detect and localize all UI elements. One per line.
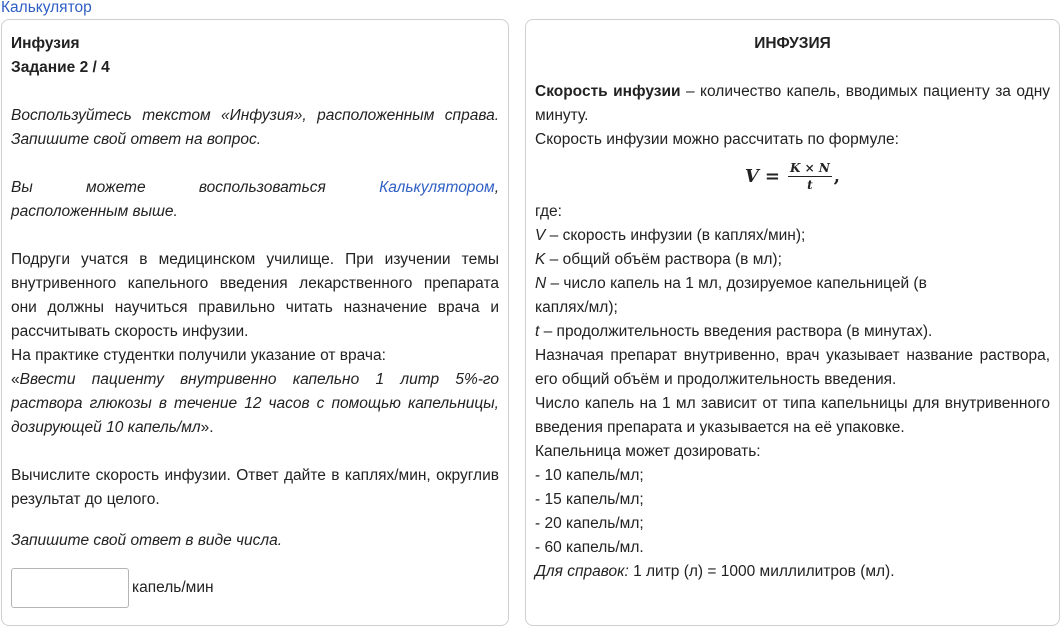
variable-t: t – продолжительность введения раствора (в минутах). (535, 323, 933, 340)
variable-v: V – скорость инфузии (в каплях/мин); (535, 227, 806, 244)
calculator-inline-link[interactable]: Калькулятором (379, 179, 495, 196)
where-label: где: (535, 203, 562, 220)
calculator-hint-continued: расположенным выше. (11, 203, 178, 220)
answer-unit: капель/мин (132, 579, 214, 596)
doctor-order: «Ввести пациенту внутривенно капельно 1 литр 5%-го раствора глюкозы в течение 12 часов с помощью капельницы, дозирующей 10 капель/мл». (11, 371, 499, 436)
reference-panel (525, 19, 1060, 626)
instruction-text: Воспользуйтесь текстом «Инфузия», расположенным справа. Запишите свой ответ на вопрос. (11, 107, 499, 148)
formula-fraction: $\frac{K \times N}{t}$ (789, 160, 830, 192)
reference-paragraph-1: Назначая препарат внутривенно, врач указывает название раствора, его общий объём и продолжительность введения. (535, 347, 1050, 388)
answer-row (11, 568, 214, 608)
task-panel (1, 19, 509, 626)
definition-text: Скорость инфузии – количество капель, вводимых пациенту за одну минуту. (535, 83, 1050, 124)
answer-hint: Запишите свой ответ в виде числа. (11, 532, 283, 549)
reference-note: Для справок: 1 литр (л) = 1000 миллилитров (мл). (535, 563, 895, 580)
dose-item: - 60 капель/мл. (535, 539, 644, 556)
task-title: Инфузия (11, 35, 80, 52)
infusion-formula: V = $\frac{K \times N}{t}$ , (744, 160, 841, 192)
task-counter: Задание 2 / 4 (11, 59, 110, 76)
variable-k: K – общий объём раствора (в мл); (535, 251, 782, 268)
problem-instruction: На практике студентки получили указание от врача: (11, 347, 386, 364)
calculator-link[interactable]: Калькулятор (1, 0, 92, 16)
question-text: Вычислите скорость инфузии. Ответ дайте в каплях/мин, округлив результат до целого. (11, 467, 499, 508)
answer-input[interactable] (11, 568, 129, 608)
formula-intro: Скорость инфузии можно рассчитать по формуле: (535, 131, 899, 148)
dose-item: - 20 капель/мл; (535, 515, 644, 532)
reference-heading: ИНФУЗИЯ (754, 35, 831, 52)
dose-item: - 10 капель/мл; (535, 467, 644, 484)
problem-paragraph: Подруги учатся в медицинском училище. При изучении темы внутривенного капельного введения лекарственного препарата они должны научиться правильно читать назначение врача и рассчитывать скорость инфузии. (11, 251, 499, 340)
dose-intro: Капельница может дозировать: (535, 443, 761, 460)
calculator-hint: Вы можете воспользоваться Калькулятором, (11, 179, 499, 196)
reference-paragraph-2: Число капель на 1 мл зависит от типа капельницы для внутривенного введения препарата и указывается на её упаковке. (535, 395, 1050, 436)
variable-n: N – число капель на 1 мл, дозируемое капельницей (в каплях/мл); (535, 275, 927, 316)
dose-item: - 15 капель/мл; (535, 491, 644, 508)
